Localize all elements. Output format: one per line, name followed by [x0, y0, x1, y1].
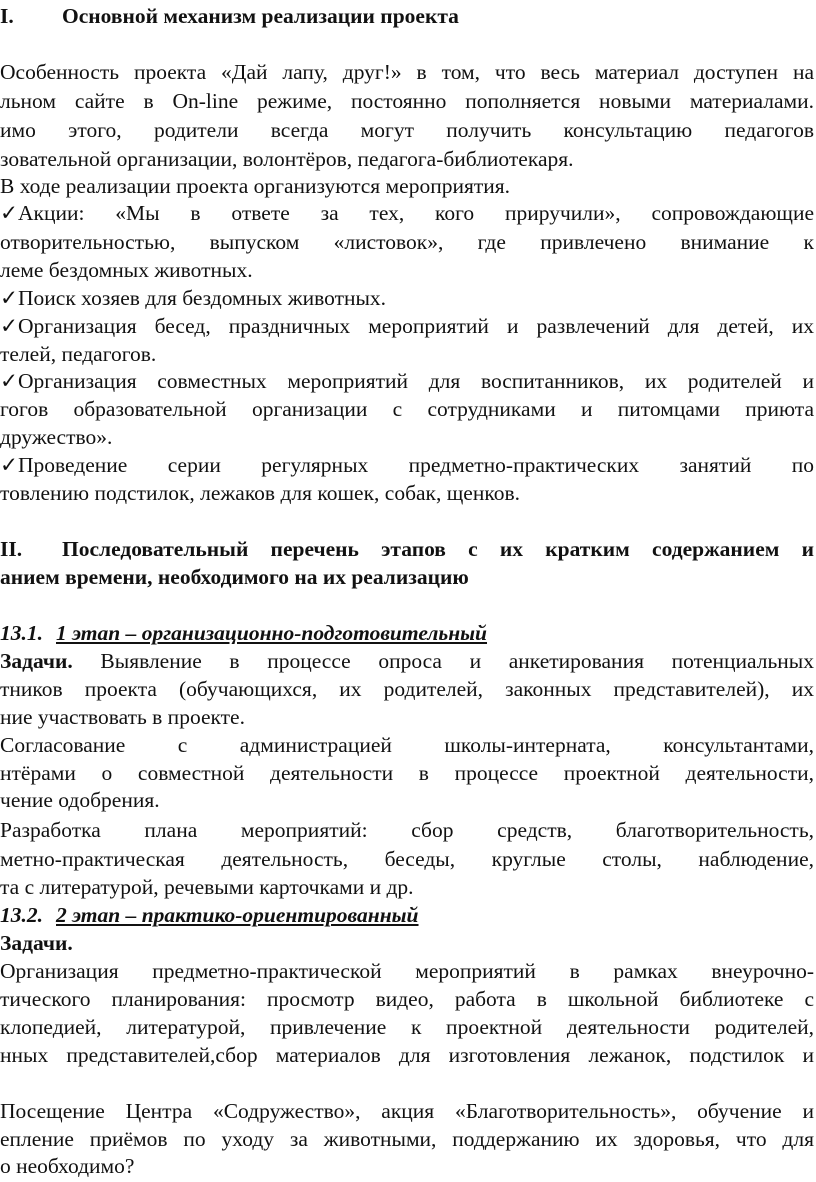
- bullet-continuation: дружество».: [0, 425, 113, 449]
- paragraph-line: зовательной организации, волонтёров, педагога-библиотекаря.: [0, 147, 574, 171]
- bullet-text: Организация бесед, праздничных мероприятий и развлечений для детей, их: [18, 314, 814, 338]
- bullet-text: Поиск хозяев для бездомных животных.: [18, 286, 387, 310]
- bullet-item: [0, 199, 814, 227]
- bullet-text: Проведение серии регулярных предметно-практических занятий по: [18, 453, 814, 477]
- paragraph-line: Особенность проекта «Дай лапу, друг!» в том, что весь материал доступен на: [0, 60, 814, 84]
- bullet-text: Акции: «Мы в ответе за тех, кого приручили», сопровождающие: [18, 201, 814, 225]
- stage-1-tasks-text: Выявление в процессе опроса и анкетирования потенциальных: [100, 649, 814, 673]
- bullet-continuation: товлению подстилок, лежаков для кошек, собак, щенков.: [0, 481, 520, 505]
- bullet-item: [0, 312, 814, 340]
- section-1-number: I.: [0, 4, 14, 28]
- paragraph-line: о необходимо?: [0, 1154, 135, 1178]
- paragraph-line: Согласование с администрацией школы-интерната, консультантами,: [0, 733, 814, 757]
- bullet-continuation: отворительностью, выпуском «листовок», где привлечено внимание к: [0, 230, 814, 254]
- paragraph-line: нных представителей,сбор материалов для изготовления лежанок, подстилок и: [0, 1043, 814, 1067]
- paragraph-line: та с литературой, речевыми карточками и др.: [0, 875, 414, 899]
- check-icon: ✓: [0, 369, 19, 393]
- paragraph-line: имо этого, родители всегда могут получить консультацию педагогов: [0, 118, 814, 142]
- stage-1-tasks-line: [0, 647, 814, 675]
- check-icon: ✓: [0, 314, 19, 338]
- bullet-continuation: леме бездомных животных.: [0, 258, 253, 282]
- stage-2-heading: [0, 901, 814, 929]
- bullet-continuation: гогов образовательной организации с сотрудниками и питомцами приюта: [0, 397, 814, 421]
- paragraph-line: ние участвовать в проекте.: [0, 705, 245, 729]
- bullet-text: Организация совместных мероприятий для воспитанников, их родителей и: [18, 369, 814, 393]
- check-icon: ✓: [0, 201, 19, 225]
- section-1-title: Основной механизм реализации проекта: [62, 4, 459, 28]
- paragraph-line: метно-практическая деятельность, беседы, круглые столы, наблюдение,: [0, 847, 814, 871]
- stage-1-heading: [0, 619, 814, 647]
- bullet-item: [0, 367, 814, 395]
- paragraph-line: тического планирования: просмотр видео, работа в школьной библиотеке с: [0, 987, 814, 1011]
- stage-1-title: 1 этап – организационно-подготовительный: [56, 621, 488, 645]
- stage-1-number: 13.1.: [0, 621, 43, 645]
- stage-1-tasks-label: Задачи.: [0, 649, 73, 673]
- paragraph-line: Организация предметно-практической мероприятий в рамках внеурочно-: [0, 959, 814, 983]
- paragraph-line: В ходе реализации проекта организуются мероприятия.: [0, 174, 511, 198]
- paragraph-line: епление приёмов по уходу за животными, поддержанию их здоровья, что для: [0, 1127, 814, 1151]
- bullet-item: [0, 451, 814, 479]
- check-icon: ✓: [0, 453, 19, 477]
- section-2-title: Последовательный перечень этапов с их кратким содержанием и: [62, 537, 814, 561]
- stage-2-title: 2 этап – практико-ориентированный: [56, 903, 419, 927]
- stage-2-number: 13.2.: [0, 903, 43, 927]
- paragraph-line: нтёрами о совместной деятельности в процессе проектной деятельности,: [0, 761, 814, 785]
- section-1-heading: [0, 2, 814, 30]
- section-2-number: II.: [0, 537, 23, 561]
- paragraph-line: льном сайте в On-line режиме, постоянно пополняется новыми материалами.: [0, 89, 814, 113]
- bullet-continuation: телей, педагогов.: [0, 342, 157, 366]
- check-icon: ✓: [0, 286, 19, 310]
- paragraph-line: чение одобрения.: [0, 788, 160, 812]
- bullet-item: [0, 284, 814, 312]
- section-2-heading-continuation: анием времени, необходимого на их реализацию: [0, 565, 469, 589]
- stage-2-tasks-label: Задачи.: [0, 931, 73, 955]
- section-2-heading: [0, 535, 814, 563]
- paragraph-line: клопедией, литературой, привлечение к проектной деятельности родителей,: [0, 1015, 814, 1039]
- paragraph-line: Посещение Центра «Содружество», акция «Благотворительность», обучение и: [0, 1099, 814, 1123]
- paragraph-line: тников проекта (обучающихся, их родителей, законных представителей), их: [0, 677, 814, 701]
- paragraph-line: Разработка плана мероприятий: сбор средств, благотворительность,: [0, 818, 814, 842]
